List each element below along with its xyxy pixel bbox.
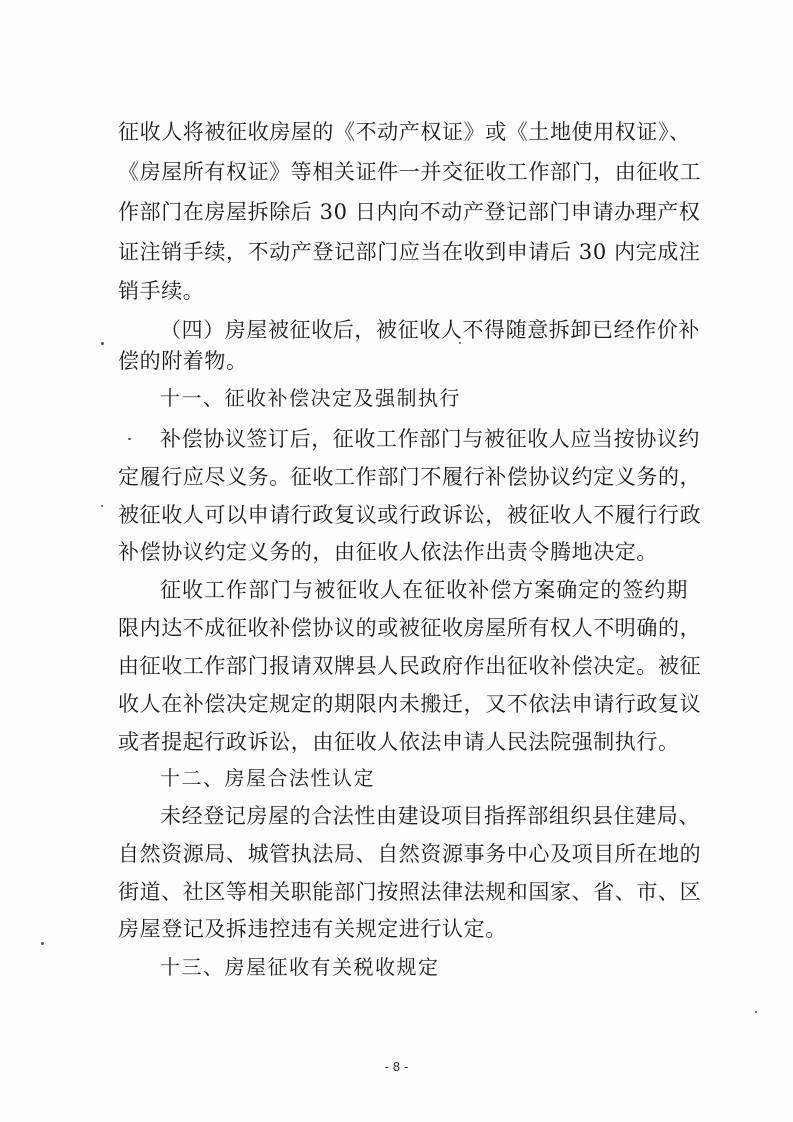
paragraph-line: （四）房屋被征收后，被征收人不得随意拆卸已经作价补 <box>160 318 700 342</box>
paragraph-line: 被征收人可以申请行政复议或行政诉讼，被征收人不履行行政 <box>118 503 702 527</box>
paragraph-line: 《房屋所有权证》等相关证件一并交征收工作部门，由征收工 <box>118 160 702 184</box>
scan-speck <box>101 505 103 507</box>
paragraph-line: 未经登记房屋的合法性由建设项目指挥部组织县住建局、 <box>160 804 700 828</box>
paragraph-line: 作部门在房屋拆除后 30 日内向不动产登记部门申请办理产权 <box>118 200 701 224</box>
paragraph-line: 征收工作部门与被征收人在征收补偿方案确定的签约期 <box>160 578 688 602</box>
section-heading-11: 十一、征收补偿决定及强制执行 <box>160 386 461 410</box>
paragraph-line: 补偿协议签订后，征收工作部门与被征收人应当按协议约 <box>160 427 700 451</box>
scan-speck <box>755 1011 757 1013</box>
paragraph-line: 证注销手续，不动产登记部门应当在收到申请后 30 内完成注 <box>118 240 701 264</box>
paragraph-line: 由征收工作部门报请双牌县人民政府作出征收补偿决定。被征 <box>118 654 702 678</box>
paragraph-line: 街道、社区等相关职能部门按照法律法规和国家、省、市、区 <box>118 880 702 904</box>
paragraph-line: 自然资源局、城管执法局、自然资源事务中心及项目所在地的 <box>118 842 702 866</box>
section-heading-13: 十三、房屋征收有关税收规定 <box>160 955 440 979</box>
paragraph-line: 或者提起行政诉讼，由征收人依法申请人民法院强制执行。 <box>118 730 680 754</box>
paragraph-line: 征收人将被征收房屋的《不动产权证》或《土地使用权证》、 <box>118 120 691 144</box>
paragraph-line: 房屋登记及拆违控违有关规定进行认定。 <box>118 917 507 941</box>
paragraph-line: 定履行应尽义务。征收工作部门不履行补偿协议约定义务的， <box>118 465 702 489</box>
page-number: - 8 - <box>384 1060 409 1074</box>
scan-speck <box>459 342 461 344</box>
paragraph-line: 限内达不成征收补偿协议的或被征收房屋所有权人不明确的， <box>118 616 702 640</box>
paragraph-line: 销手续。 <box>118 279 205 303</box>
section-heading-12: 十二、房屋合法性认定 <box>160 766 375 790</box>
paragraph-line: 偿的附着物。 <box>118 349 248 373</box>
paragraph-line: 补偿协议约定义务的，由征收人依法作出责令腾地决定。 <box>118 540 658 564</box>
paragraph-line: 收人在补偿决定规定的期限内未搬迁，又不依法申请行政复议 <box>118 692 702 716</box>
scan-speck <box>128 438 131 440</box>
scan-speck <box>41 942 44 945</box>
scan-speck <box>101 342 104 345</box>
